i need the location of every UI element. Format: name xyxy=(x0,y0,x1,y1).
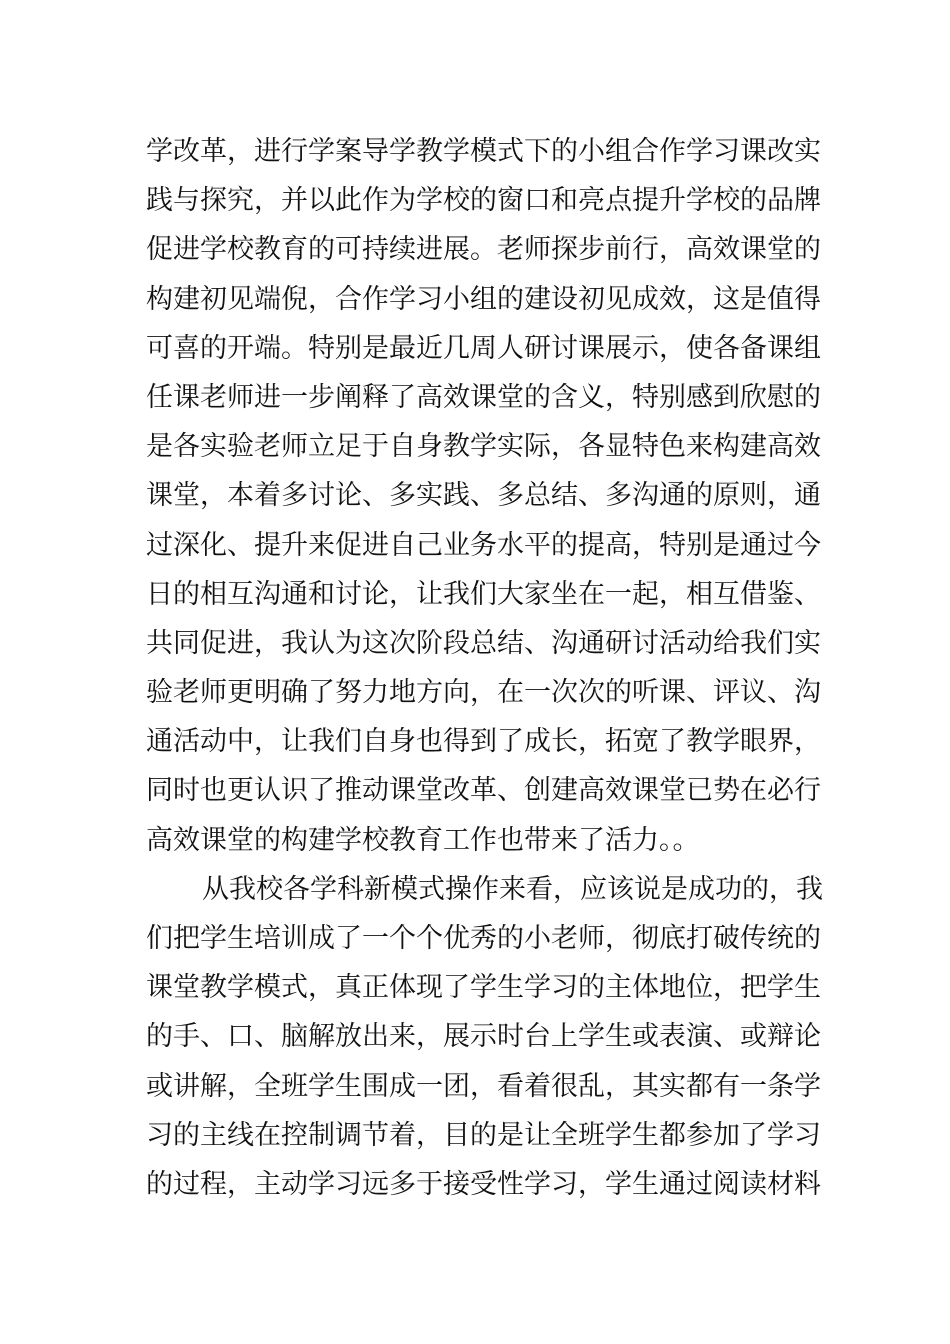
text-line: 学改革，进行学案导学教学模式下的小组合作学习课改实 xyxy=(146,136,821,167)
text-line: 是各实验老师立足于自身教学实际，各显特色来构建高效 xyxy=(146,431,821,463)
text-line: 习的主线在控制调节着，目的是让全班学生都参加了学习 xyxy=(146,1119,821,1151)
text-line: 构建初见端倪，合作学习小组的建设初见成效，这是值得 xyxy=(146,283,821,315)
text-line: 共同促进，我认为这次阶段总结、沟通研讨活动给我们实 xyxy=(146,627,821,659)
text-line: 的手、口、脑解放出来，展示时台上学生或表演、或辩论 xyxy=(146,1021,821,1053)
text-line: 过深化、提升来促进自己业务水平的提高，特别是通过今 xyxy=(146,529,821,561)
text-line: 的过程，主动学习远多于接受性学习，学生通过阅读材料 xyxy=(146,1168,821,1200)
text-line: 日的相互沟通和讨论，让我们大家坐在一起，相互借鉴、 xyxy=(146,578,821,610)
text-line: 课堂教学模式，真正体现了学生学习的主体地位，把学生 xyxy=(146,972,821,1004)
text-line: 践与探究，并以此作为学校的窗口和亮点提升学校的品牌 xyxy=(146,185,821,217)
text-line: 们把学生培训成了一个个优秀的小老师，彻底打破传统的 xyxy=(146,923,821,954)
text-line: 可喜的开端。特别是最近几周人研讨课展示，使各备课组 xyxy=(146,332,821,364)
text-line: 通活动中，让我们自身也得到了成长，拓宽了教学眼界， xyxy=(146,726,821,758)
text-line: 验老师更明确了努力地方向，在一次次的听课、评议、沟 xyxy=(146,677,821,709)
text-line: 高效课堂的构建学校教育工作也带来了活力。。 xyxy=(146,824,700,856)
text-line: 从我校各学科新模式操作来看，应该说是成功的，我 xyxy=(202,873,823,905)
paragraph-2 xyxy=(146,865,823,1209)
text-line: 任课老师进一步阐释了高效课堂的含义，特别感到欣慰的 xyxy=(146,381,821,413)
text-line: 或讲解，全班学生围成一团，看着很乱，其实都有一条学 xyxy=(146,1070,821,1102)
text-line: 同时也更认识了推动课堂改革、创建高效课堂已势在必行 xyxy=(146,775,821,807)
text-line: 课堂，本着多讨论、多实践、多总结、多沟通的原则，通 xyxy=(146,480,821,512)
text-line: 促进学校教育的可持续进展。老师探步前行，高效课堂的 xyxy=(146,234,821,266)
document-body xyxy=(146,127,823,1209)
paragraph-1 xyxy=(146,127,821,865)
